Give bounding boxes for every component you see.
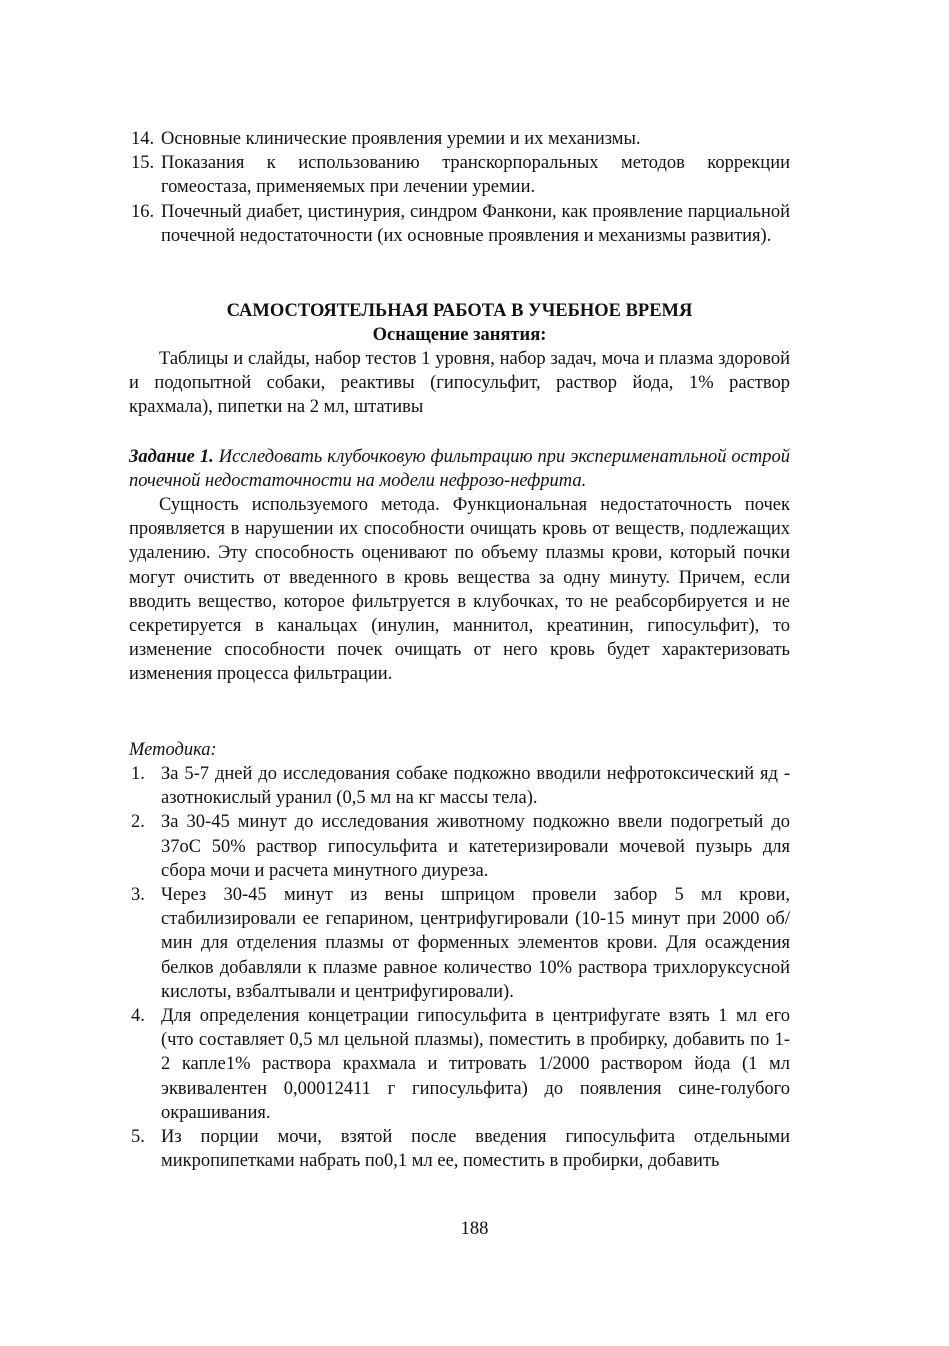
step-item-2 <box>129 810 790 883</box>
step-number: 2. <box>131 812 145 833</box>
section-title: САМОСТОЯТЕЛЬНАЯ РАБОТА В УЧЕБНОЕ ВРЕМЯ <box>226 301 693 321</box>
step-number: 3. <box>131 885 145 906</box>
question-item-15 <box>129 151 790 199</box>
step-item-1 <box>129 762 790 810</box>
task-block <box>129 445 790 493</box>
step-item-3 <box>129 883 790 1004</box>
task-text: Исследовать клубочковую фильтрацию при эксперименатльной острой почечной недостаточности на модели нефрозо-нефрита. <box>129 447 790 492</box>
step-text: Через 30-45 минут из вены шприцом провели забор 5 мл крови, стабилизировали ее гепарином, центрифугировали (10-15 минут при 2000 об/мин для отделения плазмы от форменных элементов крови. Для осаждения белков добавляли к плазме равное количество 10% раствора трихлоруксусной кислоты, взбалтывали и центрифугировали). <box>161 885 790 1002</box>
step-text: Из порции мочи, взятой после введения гипосульфита отдельными микропипетками набрать по0,1 мл ее, поместить в пробирки, добавить <box>161 1127 790 1172</box>
question-text: Основные клинические проявления уремии и их механизмы. <box>161 129 641 149</box>
method-essence: Сущность используемого метода. Функциональная недостаточность почек проявляется в нарушении их способности очищать кровь от веществ, подлежащих удалению. Эту способность оценивают по объему плазмы крови, который почки могут очистить от введенного в кровь вещества за одну минуту. Причем, если вводить вещество, которое фильтруется в клубочках, то не реабсорбируется и не секретируется в канальцах (инулин, маннитол, креатинин, гипосульфит), то изменение способности почек очищать от него кровь будет характеризовать изменения процесса фильтрации. <box>129 495 790 685</box>
question-text: Показания к использованию транскорпоральных методов коррекции гомеостаза, применяемых при лечении уремии. <box>161 153 790 198</box>
question-text: Почечный диабет, цистинурия, синдром Фанкони, как проявление парциальной почечной недостаточности (их основные проявления и механизмы развития). <box>161 201 790 246</box>
question-number: 14. <box>131 129 155 149</box>
step-item-4 <box>129 1004 790 1125</box>
step-number: 4. <box>131 1006 145 1027</box>
step-number: 1. <box>131 764 145 784</box>
step-text: Для определения концетрации гипосульфита в центрифугате взять 1 мл его (что составляет 0,5 мл цельной плазмы), поместить в пробирку, добавить по 1-2 капле1% раствора крахмала и титровать 1/2000 раствором йода (1 мл эквивалентен 0,00012411 г гипосульфита) до появления сине-голубого окрашивания. <box>161 1006 790 1123</box>
task-label: Задание 1. <box>129 447 214 467</box>
page-number: 188 <box>460 1219 489 1239</box>
question-item-14 <box>129 127 790 151</box>
method-label: Методика: <box>129 740 217 760</box>
step-text: За 30-45 минут до исследования животному подкожно ввели подогретый до 37оС 50% раствор гипосульфита и катетеризировали мочевой пузырь для сбора мочи и расчета минутного диуреза. <box>161 812 790 881</box>
question-item-16 <box>129 200 790 248</box>
question-list <box>129 127 790 248</box>
step-text: За 5-7 дней до исследования собаке подкожно вводили нефротоксический яд - азотнокислый уранил (0,5 мл на кг массы тела). <box>161 764 790 809</box>
step-number: 5. <box>131 1127 145 1148</box>
equipment-title: Оснащение занятия: <box>372 325 547 345</box>
question-number: 15. <box>131 153 155 174</box>
equipment-text: Таблицы и слайды, набор тестов 1 уровня, набор задач, моча и плазма здоровой и подопытной собаки, реактивы (гипосульфит, раствор йода, 1% раствор крахмала), пипетки на 2 мл, штативы <box>129 349 790 418</box>
step-item-5 <box>129 1125 790 1173</box>
question-number: 16. <box>131 201 155 222</box>
steps-list <box>129 762 790 1173</box>
